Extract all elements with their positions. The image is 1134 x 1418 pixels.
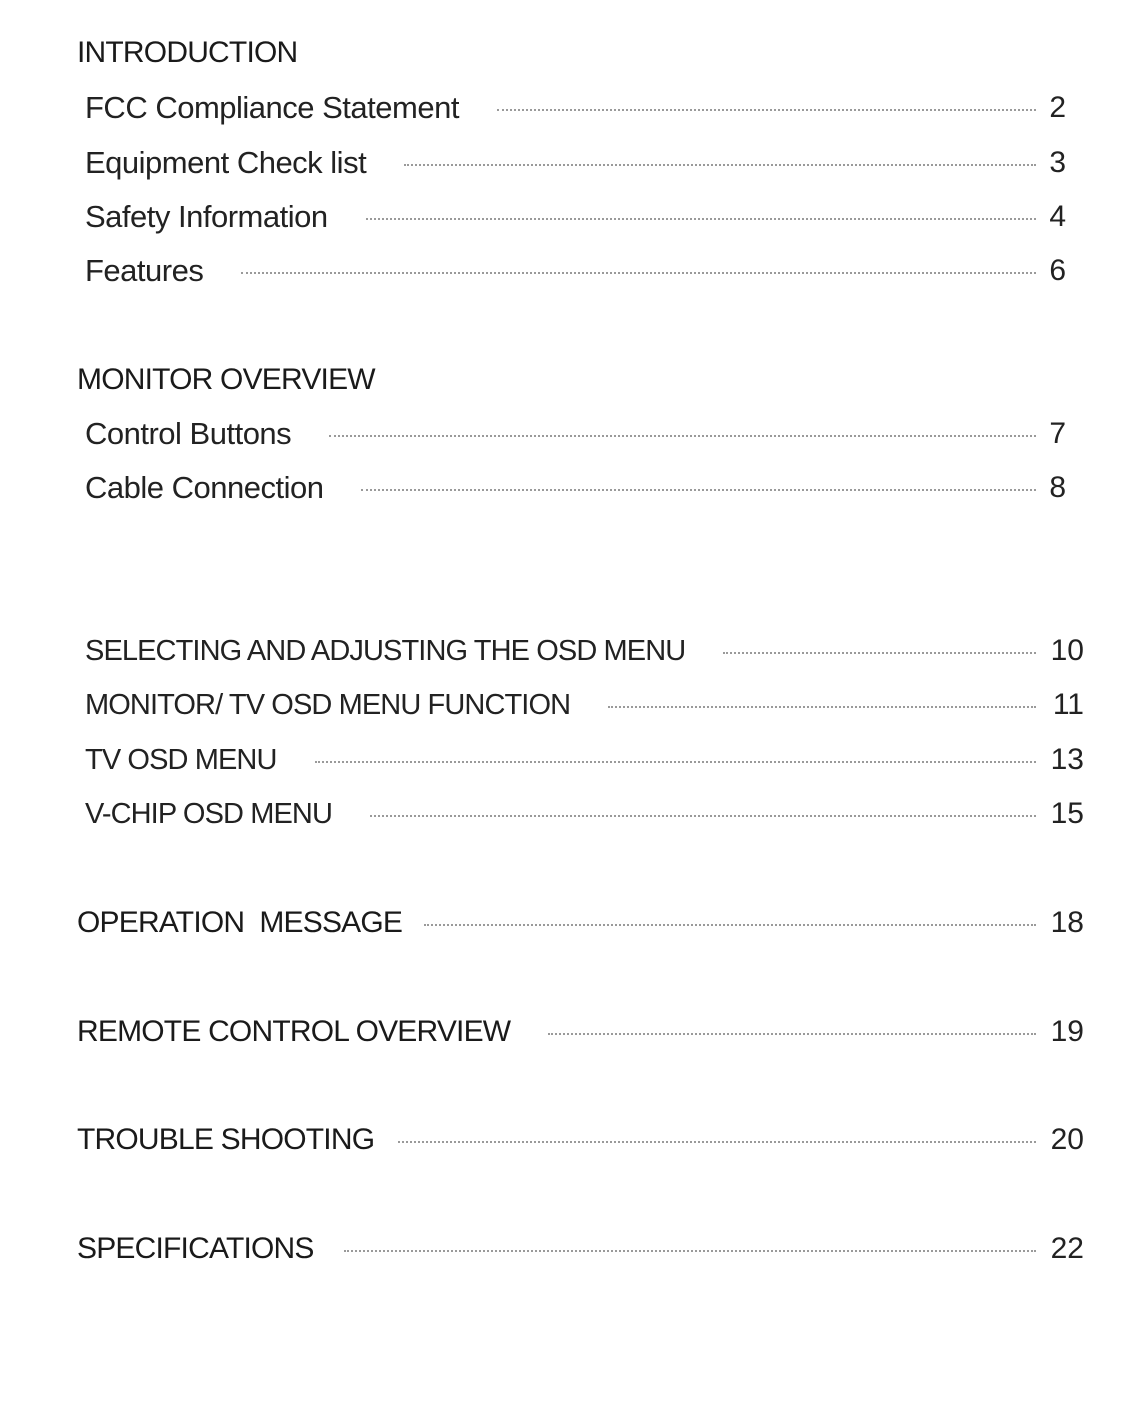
dot-leader — [315, 761, 1037, 763]
toc-entry-label: TV OSD MENU — [85, 743, 277, 776]
dot-leader — [361, 489, 1036, 491]
toc-entry[interactable] — [85, 197, 1066, 237]
toc-entry[interactable] — [85, 468, 1066, 508]
dot-leader — [370, 815, 1036, 817]
toc-entry-label: V-CHIP OSD MENU — [85, 797, 333, 830]
dot-leader — [404, 164, 1036, 166]
toc-entry-specifications[interactable] — [77, 1229, 1084, 1269]
dot-leader — [344, 1250, 1036, 1252]
toc-entry-trouble-shooting[interactable] — [77, 1120, 1084, 1160]
toc-entry-page: 8 — [1049, 471, 1066, 504]
toc-entry-label: TROUBLE SHOOTING — [77, 1123, 375, 1156]
toc-entry-operation-message[interactable] — [77, 903, 1084, 943]
toc-entry-label: OPERATION MESSAGE — [77, 906, 403, 939]
toc-entry-label: FCC Compliance Statement — [85, 90, 459, 125]
toc-entry[interactable] — [85, 88, 1066, 128]
dot-leader — [497, 109, 1036, 111]
toc-entry-label: SPECIFICATIONS — [77, 1232, 314, 1265]
dot-leader — [241, 272, 1036, 274]
toc-entry-page: 20 — [1050, 1123, 1084, 1156]
toc-entry-label: Safety Information — [85, 199, 328, 234]
dot-leader — [329, 435, 1036, 437]
toc-entry-page: 15 — [1050, 797, 1084, 830]
toc-entry-page: 2 — [1049, 91, 1066, 124]
toc-entry[interactable] — [85, 631, 1084, 671]
toc-entry-page: 13 — [1050, 743, 1084, 776]
toc-entry-page: 7 — [1049, 417, 1066, 450]
toc-entry-page: 10 — [1050, 634, 1084, 667]
dot-leader — [366, 218, 1036, 220]
section-heading-monitor-overview: MONITOR OVERVIEW — [77, 363, 375, 396]
toc-entry-label: REMOTE CONTROL OVERVIEW — [77, 1015, 511, 1048]
toc-entry-label: SELECTING AND ADJUSTING THE OSD MENU — [85, 634, 686, 667]
toc-entry[interactable] — [85, 414, 1066, 454]
toc-entry[interactable] — [85, 794, 1084, 834]
toc-entry-label: Features — [85, 253, 204, 288]
section-heading-introduction: INTRODUCTION — [77, 36, 298, 69]
dot-leader — [548, 1033, 1036, 1035]
toc-entry-page: 6 — [1049, 254, 1066, 287]
toc-entry-page: 4 — [1049, 200, 1066, 233]
toc-entry-label: Control Buttons — [85, 416, 292, 451]
toc-entry-label: MONITOR/ TV OSD MENU FUNCTION — [85, 688, 571, 721]
dot-leader — [608, 706, 1036, 708]
toc-entry-page: 22 — [1050, 1232, 1084, 1265]
toc-entry[interactable] — [85, 740, 1084, 780]
toc-entry-page: 3 — [1049, 146, 1066, 179]
toc-entry[interactable] — [85, 143, 1066, 183]
toc-entry[interactable] — [85, 685, 1084, 725]
toc-entry-page: 11 — [1052, 688, 1084, 721]
dot-leader — [398, 1141, 1036, 1143]
dot-leader — [723, 652, 1036, 654]
toc-entry[interactable] — [85, 251, 1066, 291]
toc-entry-remote-control-overview[interactable] — [77, 1012, 1084, 1052]
toc-entry-label: Equipment Check list — [85, 145, 367, 180]
toc-entry-label: Cable Connection — [85, 470, 324, 505]
toc-entry-page: 18 — [1050, 906, 1084, 939]
dot-leader — [424, 924, 1036, 926]
toc-entry-page: 19 — [1050, 1015, 1084, 1048]
